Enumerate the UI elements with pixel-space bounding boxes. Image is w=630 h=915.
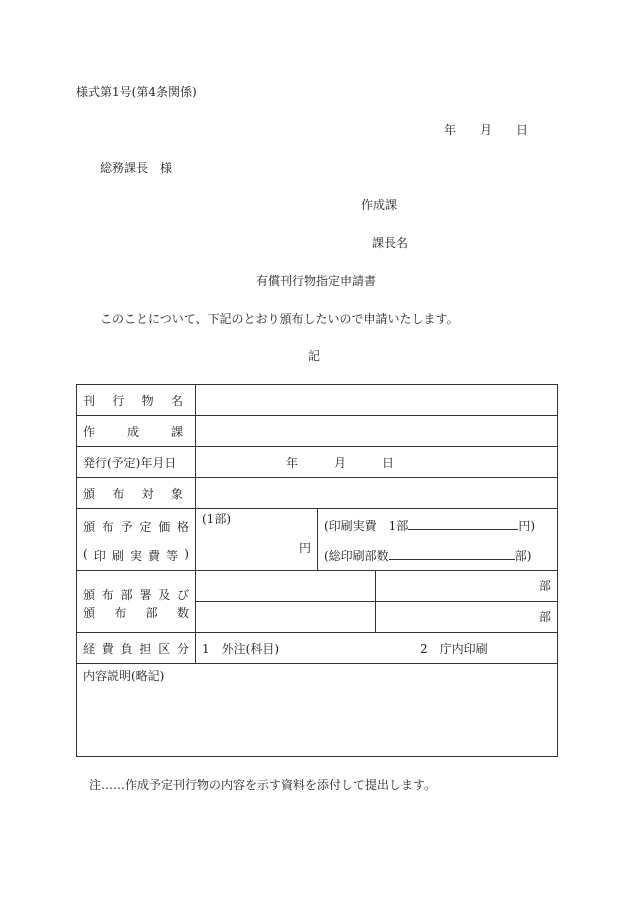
ki-heading: 記 [308,349,321,363]
addressee: 総務課長 様 [100,161,173,175]
date-month: 月 [480,123,493,137]
publication-name-label [77,385,196,416]
row-section [77,416,558,447]
distribution-unit-1: 部 [539,579,552,593]
target-field[interactable] [196,478,558,509]
publication-name-label-text: 刊 行 物 名 [83,393,183,408]
distribution-dept-2[interactable] [196,602,376,633]
publication-name-field[interactable] [196,385,558,416]
distribution-unit-2: 部 [539,610,552,624]
distribution-count-1[interactable] [376,571,558,602]
application-table [76,384,558,757]
print-cost-line [324,518,535,532]
distribution-count-2[interactable] [376,602,558,633]
print-cost-prefix: (印刷実費 1部 [324,519,409,533]
sender-chief: 課長名 [372,236,409,250]
cost-option-inhouse[interactable]: 2 庁内印刷 [420,642,488,656]
document-title: 有償刊行物指定申請書 [256,274,377,288]
total-copies-line [324,548,531,562]
price-label: 頒 布 予 定 価 格 ( 印 刷 実 費 等 ) [77,509,196,571]
print-cost-cell[interactable] [318,509,558,571]
row-target [77,478,558,509]
date-year: 年 [444,123,457,137]
print-cost-blank[interactable] [408,518,518,530]
issue-date-label: 発行(予定)年月日 [77,447,196,478]
total-copies-prefix: (総印刷部数 [324,549,389,563]
intro-text: このことについて、下記のとおり頒布したいので申請いたします。 [100,312,459,326]
issue-date-year: 年 [286,456,299,470]
sender-section: 作成課 [361,198,398,212]
row-price [77,509,558,571]
section-field[interactable] [196,416,558,447]
price-per-copy-cell[interactable] [196,509,318,571]
description-label: 内容説明(略記) [83,669,165,683]
distribution-dept-1[interactable] [196,571,376,602]
row-publication-name [77,385,558,416]
target-label: 頒 布 対 象 [77,478,196,509]
footnote: 注……作成予定刊行物の内容を示す資料を添付して提出します。 [89,778,437,792]
issue-date-day: 日 [382,456,395,470]
issue-date-month: 月 [334,456,347,470]
row-description [77,664,558,757]
row-cost-category [77,633,558,664]
row-issue-date [77,447,558,478]
price-yen-unit: 円 [298,541,311,555]
description-field[interactable] [77,664,558,757]
total-copies-blank[interactable] [389,548,515,560]
print-cost-suffix: 円) [518,519,536,533]
form-number: 様式第1号(第4条関係) [76,85,197,99]
distribution-label: 頒 布 部 署 及 び 頒 布 部 数 [77,571,196,633]
price-per-copy-label: (1部) [202,512,231,526]
cost-category-field[interactable] [196,633,558,664]
row-distribution-1 [77,571,558,602]
cost-option-outsource[interactable]: 1 外注(科目) [202,642,279,656]
section-label: 作 成 課 [77,416,196,447]
total-copies-suffix: 部) [514,549,532,563]
date-day: 日 [516,123,529,137]
cost-category-label: 経 費 負 担 区 分 [77,633,196,664]
issue-date-field[interactable] [196,447,558,478]
